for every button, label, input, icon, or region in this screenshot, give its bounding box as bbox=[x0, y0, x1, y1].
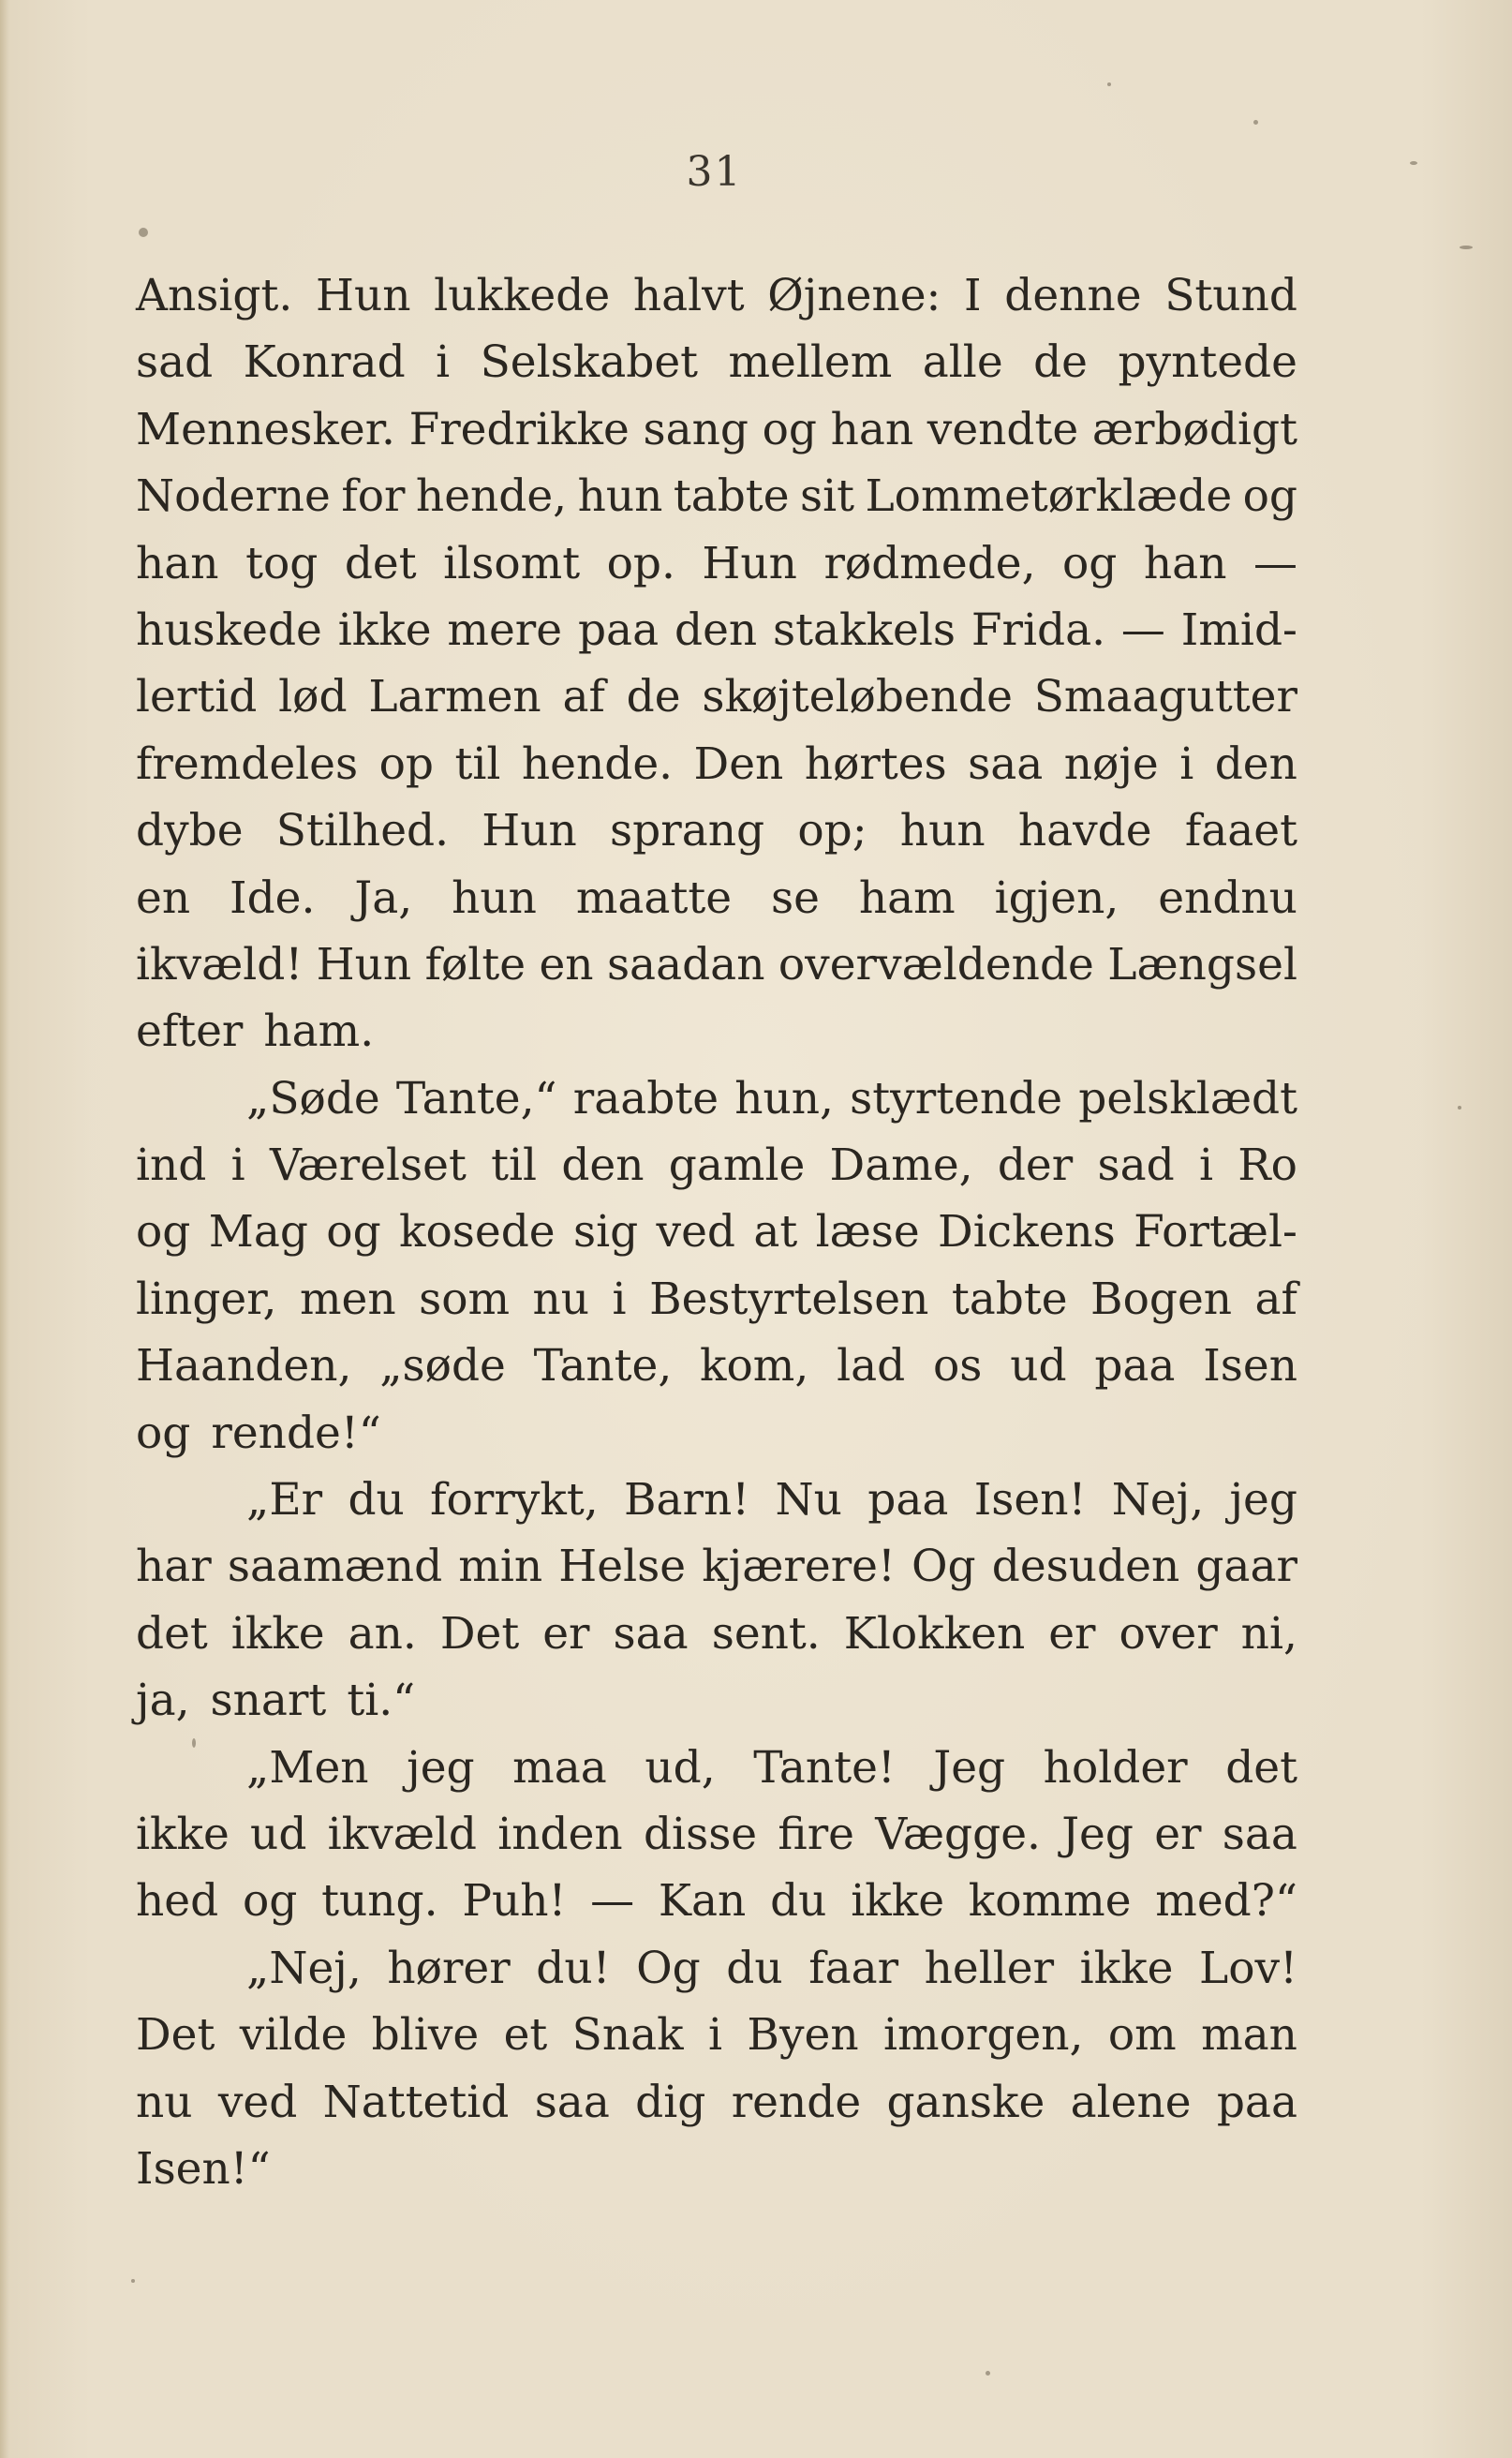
word: ind bbox=[136, 1140, 207, 1192]
text-line bbox=[136, 1667, 1297, 1734]
word: det bbox=[136, 1607, 208, 1660]
word: Bestyrtelsen bbox=[649, 1273, 929, 1325]
word: Jeg bbox=[1061, 1808, 1134, 1860]
word: Lommetørklæde bbox=[865, 470, 1233, 523]
word: mere bbox=[447, 603, 563, 656]
word: og bbox=[762, 403, 817, 455]
word: „Søde bbox=[246, 1072, 380, 1125]
text-line bbox=[136, 2136, 1297, 2202]
word: Tante,“ bbox=[395, 1072, 557, 1125]
word: tung. bbox=[321, 1875, 438, 1928]
word: os bbox=[933, 1340, 983, 1393]
word: Stilhed. bbox=[275, 805, 450, 857]
text-line bbox=[136, 1065, 1297, 1132]
text-line bbox=[136, 1735, 1297, 1801]
word: saa bbox=[1222, 1808, 1297, 1860]
word: holder bbox=[1043, 1741, 1188, 1794]
page-number: 31 bbox=[686, 148, 743, 196]
word: i bbox=[1198, 1140, 1213, 1192]
word: disse bbox=[643, 1808, 758, 1860]
word: han bbox=[1143, 537, 1227, 589]
text-line bbox=[136, 1333, 1297, 1399]
word: Det bbox=[136, 2009, 215, 2062]
text-line bbox=[136, 1601, 1297, 1667]
word: den bbox=[1214, 737, 1297, 790]
word: den bbox=[561, 1140, 645, 1192]
text-line bbox=[136, 1533, 1297, 1600]
paper-speck bbox=[1460, 246, 1473, 249]
word: Jeg bbox=[933, 1741, 1006, 1794]
word: inden bbox=[497, 1808, 623, 1860]
paper-speck bbox=[139, 228, 148, 237]
word: et bbox=[503, 2009, 548, 2062]
word: med?“ bbox=[1155, 1875, 1297, 1928]
text-line bbox=[136, 1199, 1297, 1265]
word: nøje bbox=[1063, 737, 1159, 790]
word: Ro bbox=[1238, 1140, 1297, 1192]
word: styrtende bbox=[850, 1072, 1063, 1125]
word: sent. bbox=[711, 1607, 821, 1660]
word: Længsel bbox=[1107, 938, 1297, 991]
word: ud, bbox=[645, 1741, 716, 1794]
word: fremdeles bbox=[136, 737, 359, 790]
word: Kan bbox=[658, 1875, 747, 1928]
word: ikke bbox=[1079, 1942, 1174, 1994]
word: hun bbox=[577, 470, 663, 523]
word: Og bbox=[912, 1541, 976, 1593]
word: men bbox=[299, 1273, 396, 1325]
body-text bbox=[136, 262, 1297, 2202]
word: Ansigt. bbox=[136, 270, 293, 321]
word: saa bbox=[534, 2076, 610, 2128]
word: følte bbox=[424, 938, 526, 991]
word: og bbox=[242, 1875, 298, 1928]
word: det bbox=[344, 537, 417, 589]
word: Nattetid bbox=[322, 2076, 510, 2128]
word: i bbox=[230, 1140, 245, 1192]
word: „Men bbox=[246, 1741, 369, 1794]
paper-speck bbox=[986, 2371, 990, 2376]
word: ikvæld! bbox=[136, 938, 304, 991]
word: ham. bbox=[263, 1006, 375, 1058]
word: Ja, bbox=[354, 871, 413, 924]
word: I bbox=[964, 270, 982, 321]
word: sprang bbox=[610, 805, 765, 857]
word: ud bbox=[1010, 1340, 1067, 1393]
paper-speck bbox=[1458, 1106, 1461, 1110]
word: der bbox=[997, 1140, 1074, 1192]
text-line bbox=[136, 2069, 1297, 2136]
word: ved bbox=[217, 2076, 298, 2128]
word: faar bbox=[808, 1942, 899, 1994]
word: an. bbox=[348, 1607, 417, 1660]
word: Og bbox=[636, 1942, 701, 1994]
word: saa bbox=[613, 1607, 689, 1660]
word: om bbox=[1107, 2009, 1177, 2062]
word: hun bbox=[452, 871, 537, 924]
word: tabte bbox=[951, 1273, 1068, 1325]
word: skøjteløbende bbox=[702, 671, 1013, 723]
word: en bbox=[136, 871, 191, 924]
word: Fortæl- bbox=[1134, 1206, 1297, 1259]
word: du bbox=[726, 1942, 783, 1994]
word: Hun bbox=[315, 270, 411, 321]
word: du bbox=[348, 1474, 405, 1527]
word: rende bbox=[731, 2076, 862, 2128]
word: som bbox=[419, 1273, 511, 1325]
text-line bbox=[136, 2002, 1297, 2068]
word: i bbox=[612, 1273, 627, 1325]
text-line bbox=[136, 329, 1297, 395]
word: ni, bbox=[1240, 1607, 1297, 1660]
word: ved bbox=[656, 1206, 735, 1259]
word: af bbox=[1254, 1273, 1297, 1325]
word: ti.“ bbox=[347, 1675, 416, 1727]
text-line bbox=[136, 1868, 1297, 1934]
word: huskede bbox=[136, 603, 322, 656]
word: desuden bbox=[991, 1541, 1180, 1593]
word: Det bbox=[439, 1607, 520, 1660]
word: i bbox=[1179, 737, 1194, 790]
word: over bbox=[1119, 1607, 1218, 1660]
word: Ide. bbox=[230, 871, 316, 924]
word: Øjnene: bbox=[767, 270, 941, 321]
text-line bbox=[136, 1132, 1297, 1199]
word: og bbox=[1242, 470, 1297, 523]
word: i bbox=[436, 336, 451, 389]
page-left-edge bbox=[0, 0, 9, 2458]
word: forrykt, bbox=[430, 1474, 599, 1527]
word: Isen!“ bbox=[136, 2142, 271, 2195]
word: sit bbox=[799, 470, 854, 523]
word: Smaagutter bbox=[1033, 671, 1297, 723]
paper-speck bbox=[192, 1738, 196, 1748]
text-line bbox=[136, 1467, 1297, 1533]
paper-speck bbox=[1410, 161, 1417, 165]
word: Tante, bbox=[533, 1340, 673, 1393]
word: hed bbox=[136, 1875, 219, 1928]
text-line bbox=[136, 663, 1297, 730]
word: kjærere! bbox=[702, 1541, 896, 1593]
word: gamle bbox=[668, 1140, 806, 1192]
text-line bbox=[136, 597, 1297, 663]
word: kosede bbox=[399, 1206, 556, 1259]
word: til bbox=[491, 1140, 538, 1192]
word: Nej, bbox=[1111, 1474, 1205, 1527]
word: Hun bbox=[482, 805, 577, 857]
word: „søde bbox=[379, 1340, 506, 1393]
word: Imid- bbox=[1180, 603, 1297, 656]
word: maatte bbox=[575, 871, 733, 924]
word: ikke bbox=[136, 1808, 230, 1860]
word: gaar bbox=[1195, 1541, 1297, 1593]
word: Haanden, bbox=[136, 1340, 352, 1393]
word: ganske bbox=[886, 2076, 1045, 2128]
word: sad bbox=[136, 336, 214, 389]
word: han bbox=[830, 403, 914, 455]
word: halvt bbox=[632, 270, 745, 321]
word: op bbox=[378, 737, 434, 790]
word: og bbox=[136, 1206, 191, 1259]
word: lertid bbox=[136, 671, 258, 723]
word: ilsomt bbox=[443, 537, 581, 589]
word: komme bbox=[968, 1875, 1132, 1928]
word: dybe bbox=[136, 805, 244, 857]
word: lød bbox=[278, 671, 348, 723]
text-line bbox=[136, 1266, 1297, 1333]
word: se bbox=[770, 871, 820, 924]
word: har bbox=[136, 1541, 212, 1593]
word: læse bbox=[815, 1206, 920, 1259]
text-line bbox=[136, 1935, 1297, 2002]
word: igjen, bbox=[994, 871, 1119, 924]
word: Frida. bbox=[971, 603, 1106, 656]
word: mellem bbox=[728, 336, 893, 389]
word: Noderne bbox=[136, 470, 331, 523]
word: — bbox=[590, 1875, 635, 1928]
word: ikke bbox=[851, 1875, 945, 1928]
word: at bbox=[753, 1206, 798, 1259]
text-line bbox=[136, 931, 1297, 998]
word: tog bbox=[245, 537, 319, 589]
word: er bbox=[1154, 1808, 1202, 1860]
word: Snak bbox=[571, 2009, 684, 2062]
text-line bbox=[136, 797, 1297, 864]
word: nu bbox=[532, 1273, 590, 1325]
word: lukkede bbox=[434, 270, 611, 321]
word: endnu bbox=[1158, 871, 1297, 924]
word: pelsklædt bbox=[1078, 1072, 1297, 1125]
word: paa bbox=[1216, 2076, 1297, 2128]
word: hun, bbox=[734, 1072, 834, 1125]
word: ikke bbox=[230, 1607, 325, 1660]
word: paa bbox=[867, 1474, 949, 1527]
word: og bbox=[1062, 537, 1118, 589]
word: imorgen, bbox=[882, 2009, 1084, 2062]
word: fire bbox=[778, 1808, 854, 1860]
word: ja, bbox=[136, 1675, 190, 1727]
word: saadan bbox=[606, 938, 765, 991]
word: i bbox=[708, 2009, 723, 2062]
word: paa bbox=[577, 603, 660, 656]
word: Byen bbox=[747, 2009, 859, 2062]
word: af bbox=[562, 671, 605, 723]
word: raabte bbox=[572, 1072, 719, 1125]
word: Værelset bbox=[269, 1140, 467, 1192]
word: kom, bbox=[700, 1340, 809, 1393]
word: for bbox=[341, 470, 406, 523]
word: Larmen bbox=[368, 671, 541, 723]
word: hører bbox=[387, 1942, 511, 1994]
word: Den bbox=[693, 737, 784, 790]
text-line bbox=[136, 731, 1297, 797]
word: han bbox=[136, 537, 219, 589]
word: ikvæld bbox=[327, 1808, 477, 1860]
word: man bbox=[1201, 2009, 1297, 2062]
word: Isen! bbox=[973, 1474, 1087, 1527]
word: op; bbox=[797, 805, 867, 857]
word: faaet bbox=[1184, 805, 1297, 857]
word: Helse bbox=[558, 1541, 687, 1593]
text-line bbox=[136, 998, 1297, 1065]
paper-speck bbox=[1253, 120, 1258, 125]
word: denne bbox=[1004, 270, 1142, 321]
word: „Nej, bbox=[246, 1942, 362, 1994]
word: pyntede bbox=[1118, 336, 1297, 389]
word: til bbox=[454, 737, 501, 790]
word: Vægge. bbox=[875, 1808, 1041, 1860]
word: dig bbox=[635, 2076, 706, 2128]
word: hende. bbox=[521, 737, 674, 790]
word: jeg bbox=[407, 1741, 475, 1794]
word: og bbox=[136, 1407, 191, 1459]
text-line bbox=[136, 463, 1297, 529]
word: — bbox=[1120, 603, 1165, 656]
word: saamænd bbox=[227, 1541, 443, 1593]
word: Barn! bbox=[623, 1474, 750, 1527]
text-line bbox=[136, 865, 1297, 931]
word: linger, bbox=[136, 1273, 277, 1325]
word: rende!“ bbox=[211, 1407, 381, 1459]
paper-speck bbox=[1107, 82, 1111, 86]
word: havde bbox=[1017, 805, 1152, 857]
word: nu bbox=[136, 2076, 193, 2128]
word: jeg bbox=[1229, 1474, 1297, 1527]
word: stakkels bbox=[773, 603, 956, 656]
word: vendte bbox=[926, 403, 1079, 455]
word: „Er bbox=[246, 1474, 323, 1527]
word: Klokken bbox=[843, 1607, 1026, 1660]
word: hende, bbox=[415, 470, 568, 523]
word: den bbox=[674, 603, 758, 656]
word: vilde bbox=[239, 2009, 348, 2062]
word: op. bbox=[606, 537, 675, 589]
word: Hun bbox=[316, 938, 412, 991]
word: ud bbox=[250, 1808, 307, 1860]
word: du! bbox=[536, 1942, 611, 1994]
word: Mennesker. bbox=[136, 403, 395, 455]
word: hørtes bbox=[804, 737, 947, 790]
word: rødmede, bbox=[823, 537, 1036, 589]
word: er bbox=[1048, 1607, 1096, 1660]
word: Isen bbox=[1203, 1340, 1297, 1393]
paper-speck bbox=[131, 2279, 135, 2283]
word: Selskabet bbox=[480, 336, 699, 389]
word: og bbox=[326, 1206, 381, 1259]
text-line bbox=[136, 530, 1297, 597]
word: overvældende bbox=[778, 938, 1094, 991]
word: paa bbox=[1094, 1340, 1176, 1393]
word: er bbox=[542, 1607, 590, 1660]
word: ikke bbox=[337, 603, 432, 656]
word: Stund bbox=[1164, 270, 1297, 321]
word: tabte bbox=[673, 470, 790, 523]
word: heller bbox=[924, 1942, 1055, 1994]
text-line bbox=[136, 262, 1297, 329]
word: det bbox=[1225, 1741, 1297, 1794]
word: lad bbox=[837, 1340, 906, 1393]
word: Tante! bbox=[753, 1741, 896, 1794]
word: saa bbox=[968, 737, 1044, 790]
word: sig bbox=[572, 1206, 639, 1259]
word: alene bbox=[1070, 2076, 1192, 2128]
word: blive bbox=[371, 2009, 480, 2062]
word: sad bbox=[1097, 1140, 1175, 1192]
word: de bbox=[626, 671, 681, 723]
word: Lov! bbox=[1199, 1942, 1297, 1994]
word: sang bbox=[643, 403, 749, 455]
text-line bbox=[136, 396, 1297, 463]
word: Fredrikke bbox=[408, 403, 630, 455]
word: Konrad bbox=[243, 336, 406, 389]
word: hun bbox=[899, 805, 986, 857]
word: Bogen bbox=[1090, 1273, 1233, 1325]
word: Dickens bbox=[938, 1206, 1116, 1259]
word: de bbox=[1033, 336, 1088, 389]
word: Nu bbox=[775, 1474, 842, 1527]
word: efter bbox=[136, 1006, 244, 1058]
word: alle bbox=[922, 336, 1003, 389]
word: maa bbox=[512, 1741, 607, 1794]
word: ham bbox=[858, 871, 956, 924]
word: ærbødigt bbox=[1091, 403, 1297, 455]
word: Mag bbox=[208, 1206, 308, 1259]
word: Puh! bbox=[462, 1875, 567, 1928]
text-line bbox=[136, 1400, 1297, 1467]
word: du bbox=[770, 1875, 827, 1928]
word: snart bbox=[210, 1675, 327, 1727]
word: Hun bbox=[702, 537, 797, 589]
word: Dame, bbox=[829, 1140, 973, 1192]
word: — bbox=[1253, 537, 1297, 589]
word: en bbox=[539, 938, 594, 991]
text-line bbox=[136, 1801, 1297, 1868]
word: min bbox=[458, 1541, 543, 1593]
